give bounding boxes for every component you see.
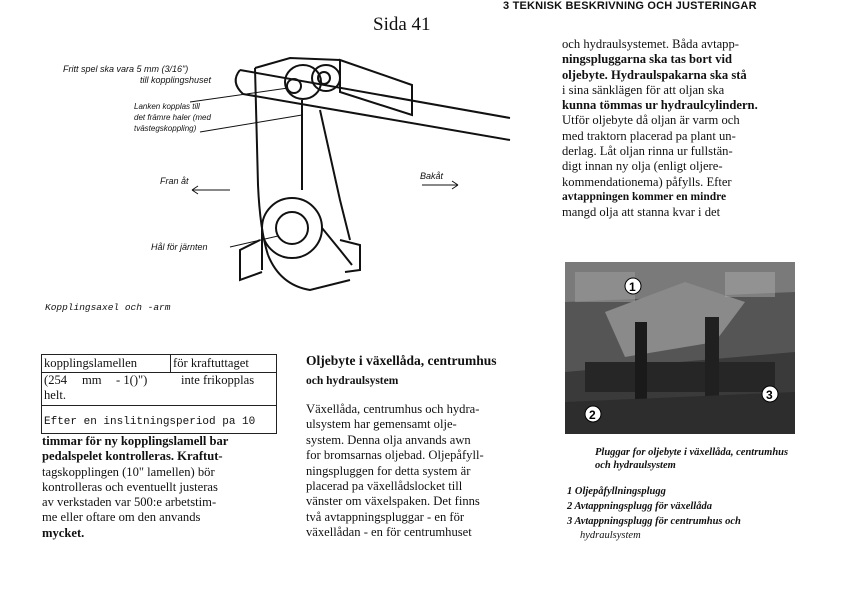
left-body-text: [42, 434, 278, 541]
text-line: och hydraulsystemet. Båda avtapp-: [562, 37, 739, 51]
table-cell: (254: [44, 373, 68, 387]
text-line: digt innan ny olja (enligt oljere-: [562, 159, 723, 174]
right-body-text: [562, 37, 794, 221]
text-line: i sina sänklägen för att oljan ska: [562, 82, 725, 97]
gearbox-photo: [565, 262, 795, 434]
text-line: for bromsarnas oljebad. Oljepåfyll-: [306, 448, 484, 463]
text-line: avtappningen kommer en mindre: [562, 190, 727, 203]
clutch-table: [41, 354, 277, 434]
text-line: ningspluggarna ska tas bort vid: [562, 52, 733, 67]
table-cell: inte frikopplas: [181, 373, 255, 387]
page-number: Sida 41: [373, 14, 431, 35]
text-line: växellådan - en för centrumhuset: [306, 525, 472, 540]
text-line: timmar för ny kopplingslamell bar: [42, 434, 229, 448]
text-line: ningspluggen for detta system är: [306, 463, 471, 478]
text-line: vänster om växelspaken. Det finns: [306, 494, 480, 509]
table-cell: helt.: [44, 388, 67, 402]
label-hole: Hål för järnten: [151, 242, 208, 252]
text-line: ulsystem har gemensamt olje-: [306, 417, 457, 432]
label-free-play-2: till kopplingshuset: [140, 75, 212, 85]
text-line: me eller oftare om den anvands: [42, 510, 201, 525]
text-line: derlag. Låt oljan rinna ur fullstän-: [562, 144, 733, 159]
text-line: tagskopplingen (10" lamellen) bör: [42, 464, 215, 479]
photo-marker-label: 1: [629, 280, 636, 294]
label-forward: Fran åt: [160, 176, 189, 186]
photo-marker-label: 2: [589, 408, 596, 422]
figure-caption: Kopplingsaxel och -arm: [45, 302, 171, 313]
legend-item: 1 Oljepåfyllningsplugg: [567, 486, 666, 497]
table-cell: - 1()"): [116, 373, 148, 387]
clutch-shaft-drawing: [40, 40, 515, 320]
text-line: pedalspelet kontrolleras. Kraftut-: [42, 449, 223, 464]
text-line: kontrolleras och eventuellt justeras: [42, 479, 218, 494]
legend-item: hydraulsystem: [580, 530, 641, 541]
text-line: med traktorn placerad pa plant un-: [562, 128, 736, 143]
text-line: kunna tömmas ur hydraulcylindern.: [562, 98, 758, 113]
text-line: två avtappningspluggar - en för: [306, 509, 465, 524]
table-cell: för kraftuttaget: [173, 356, 249, 370]
photo-marker-label: 3: [766, 388, 773, 402]
text-line: placerad pa växellådslocket till: [306, 479, 463, 494]
label-backward: Bakåt: [420, 171, 444, 181]
section-header: 3 TEKNISK BESKRIVNING OCH JUSTERINGAR: [503, 0, 757, 12]
photo-caption: Pluggar for oljebyte i växellåda, centrumhus och hydraulsystem: [595, 447, 789, 471]
label-link-2: det främre haler (med: [134, 113, 211, 122]
legend-item: 2 Avtappningsplugg för växellåda: [567, 501, 712, 512]
text-line: system. Denna olja anvands awn: [306, 432, 471, 447]
section-heading: Oljebyte i växellåda, centrumhus: [306, 353, 497, 368]
text-line: mycket.: [42, 525, 85, 540]
text-line: oljebyte. Hydraulspakarna ska stå: [562, 67, 747, 82]
text-line: Utför oljebyte då oljan är varm och: [562, 113, 740, 128]
text-line: av verkstaden var 500:e arbetstim-: [42, 495, 217, 510]
legend-item: 3 Avtappningsplugg för centrumhus och: [567, 516, 741, 527]
label-link-3: tvästegskoppling): [134, 124, 197, 133]
table-cell: kopplingslamellen: [44, 356, 138, 370]
table-cell: Efter en inslitningsperiod pa 10: [44, 416, 256, 428]
middle-body-text: [306, 402, 538, 541]
text-line: kommendationema) påfylls. Efter: [562, 174, 732, 189]
label-link-1: Lanken kopplas till: [134, 102, 200, 111]
table-cell: mm: [82, 373, 102, 387]
text-line: Växellåda, centrumhus och hydra-: [306, 402, 480, 416]
label-free-play: Fritt spel ska vara 5 mm (3/16"): [63, 64, 189, 74]
text-line: mangd olja att stanna kvar i det: [562, 205, 721, 220]
section-subheading: och hydraulsystem: [306, 375, 399, 387]
